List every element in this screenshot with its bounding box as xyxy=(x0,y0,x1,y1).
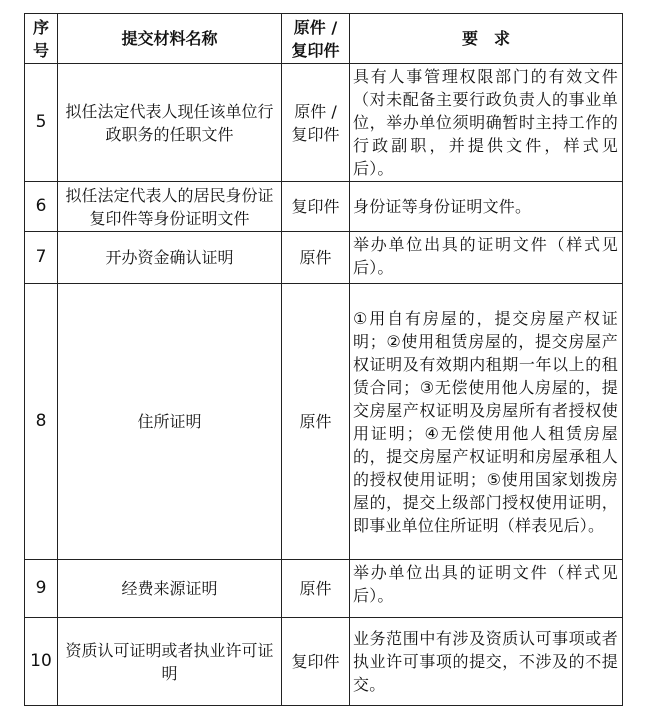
table-row xyxy=(25,182,623,232)
row-requirements: 举办单位出具的证明文件（样式见后）。 xyxy=(350,232,623,284)
row-no: 5 xyxy=(25,64,58,182)
row-requirements: 身份证等身份证明文件。 xyxy=(350,182,623,232)
table-row xyxy=(25,64,623,182)
row-requirements: 举办单位出具的证明文件（样式见后）。 xyxy=(350,560,623,618)
row-requirements: 具有人事管理权限部门的有效文件（对未配备主要行政负责人的事业单位，举办单位须明确暂时主持工作的行政副职，并提供文件，样式见后）。 xyxy=(350,64,623,182)
table-row xyxy=(25,618,623,706)
table-row xyxy=(25,232,623,284)
row-no: 10 xyxy=(25,618,58,706)
row-type: 原件 / 复印件 xyxy=(282,64,350,182)
row-type: 原件 xyxy=(282,284,350,560)
header-name: 提交材料名称 xyxy=(58,14,282,64)
row-no: 8 xyxy=(25,284,58,560)
table-row xyxy=(25,284,623,560)
materials-table xyxy=(24,13,623,706)
row-name: 拟任法定代表人的居民身份证复印件等身份证明文件 xyxy=(58,182,282,232)
row-name: 经费来源证明 xyxy=(58,560,282,618)
header-no: 序 号 xyxy=(25,14,58,64)
row-requirements: ①用自有房屋的，提交房屋产权证明；②使用租赁房屋的，提交房屋产权证明及有效期内租期一年以上的租赁合同；③无偿使用他人房屋的，提交房屋产权证明及房屋所有者授权使用证明；④无偿使用他人租赁房屋的，提交房屋产权证明和房屋承租人的授权使用证明；⑤使用国家划拨房屋的，提交上级部门授权使用证明，即事业单位住所证明（样表见后）。 xyxy=(350,284,623,560)
row-no: 7 xyxy=(25,232,58,284)
row-type: 复印件 xyxy=(282,182,350,232)
row-name: 拟任法定代表人现任该单位行政职务的任职文件 xyxy=(58,64,282,182)
row-no: 6 xyxy=(25,182,58,232)
row-name: 开办资金确认证明 xyxy=(58,232,282,284)
row-name: 住所证明 xyxy=(58,284,282,560)
table-header-row xyxy=(25,14,623,64)
row-type: 原件 xyxy=(282,232,350,284)
row-type: 原件 xyxy=(282,560,350,618)
row-name: 资质认可证明或者执业许可证明 xyxy=(58,618,282,706)
row-requirements: 业务范围中有涉及资质认可事项或者执业许可事项的提交，不涉及的不提交。 xyxy=(350,618,623,706)
row-no: 9 xyxy=(25,560,58,618)
header-requirements: 要 求 xyxy=(350,14,623,64)
row-type: 复印件 xyxy=(282,618,350,706)
header-type: 原件 / 复印件 xyxy=(282,14,350,64)
table-row xyxy=(25,560,623,618)
